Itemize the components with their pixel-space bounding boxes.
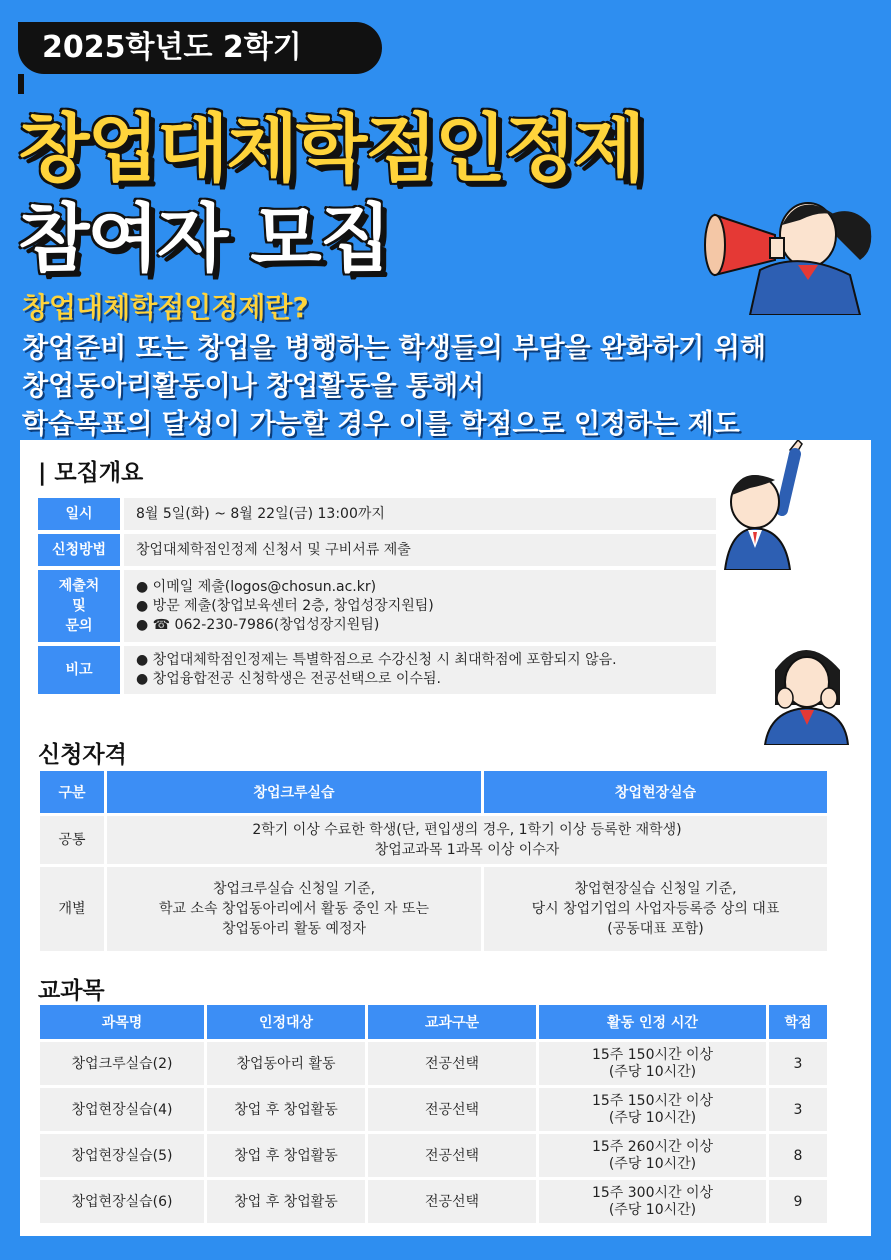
table-cell: 창업 후 창업활동 — [207, 1180, 365, 1223]
table-header: 창업크루실습 — [107, 771, 481, 813]
table-cell: 창업현장실습(5) — [40, 1134, 204, 1177]
table-cell: 창업현장실습 신청일 기준, 당시 창업기업의 사업자등록증 상의 대표 (공동대표 포함) — [484, 867, 827, 951]
table-cell: 창업크루실습 신청일 기준, 학교 소속 창업동아리에서 활동 중인 자 또는 창업동아리 활동 예정자 — [107, 867, 481, 951]
overview-row — [38, 570, 716, 642]
table-cell: 전공선택 — [368, 1134, 536, 1177]
overview-key: 비고 — [38, 646, 120, 694]
table-header: 구분 — [40, 771, 104, 813]
table-cell: 창업크루실습(2) — [40, 1042, 204, 1085]
table-cell: 창업현장실습(4) — [40, 1088, 204, 1131]
table-row — [40, 1180, 827, 1223]
table-row — [40, 1042, 827, 1085]
table-cell: 창업 후 창업활동 — [207, 1134, 365, 1177]
table-row — [40, 867, 827, 951]
intro-heading: 창업대체학점인정제란? — [22, 291, 309, 324]
overview-value-line: 8월 5일(화) ~ 8월 22일(금) 13:00까지 — [136, 505, 385, 522]
table-row — [40, 816, 827, 864]
overview-value-line: ● 창업융합전공 신청학생은 전공선택으로 이수됨. — [136, 671, 441, 687]
overview-value-line: ● 이메일 제출(logos@chosun.ac.kr) — [136, 578, 377, 595]
table-cell: 15주 150시간 이상 (주당 10시간) — [539, 1088, 766, 1131]
overview-value-line: ● 방문 제출(창업보육센터 2층, 창업성장지원팀) — [136, 597, 434, 614]
table-cell: 15주 300시간 이상 (주당 10시간) — [539, 1180, 766, 1223]
overview-value-line: 창업대체학점인정제 신청서 및 구비서류 제출 — [136, 541, 411, 558]
overview-row — [38, 646, 716, 694]
table-cell: 9 — [769, 1180, 827, 1223]
main-subtitle: 참여자 모집 — [18, 196, 390, 282]
overview-value — [124, 534, 716, 566]
overview-key: 신청방법 — [38, 534, 120, 566]
table-cell: 3 — [769, 1042, 827, 1085]
table-cell: 15주 150시간 이상 (주당 10시간) — [539, 1042, 766, 1085]
table-cell: 창업현장실습(6) — [40, 1180, 204, 1223]
table-header: 과목명 — [40, 1005, 204, 1039]
courses-title: 교과목 — [38, 978, 105, 1004]
overview-value-line: ● 창업대체학점인정제는 특별학점으로 수강신청 시 최대학점에 포함되지 않음. — [136, 652, 617, 668]
table-header-row — [40, 771, 827, 813]
overview-key: 제출처 및 문의 — [38, 570, 120, 642]
table-row — [40, 1088, 827, 1131]
overview-title: | 모집개요 — [38, 460, 144, 486]
table-header: 교과구분 — [368, 1005, 536, 1039]
table-cell: 전공선택 — [368, 1088, 536, 1131]
table-header: 활동 인정 시간 — [539, 1005, 766, 1039]
overview-value-line: ● ☎ 062-230-7986(창업성장지원팀) — [136, 616, 380, 633]
table-header: 창업현장실습 — [484, 771, 827, 813]
year-label: 2025학년도 2학기 — [18, 22, 382, 74]
main-title: 창업대체학점인정제 — [18, 106, 644, 192]
overview-value — [124, 498, 716, 530]
intro-line: 창업동아리활동이나 창업활동을 통해서 — [22, 371, 485, 402]
table-cell: 창업동아리 활동 — [207, 1042, 365, 1085]
intro-line: 학습목표의 달성이 가능할 경우 이를 학점으로 인정하는 제도 — [22, 409, 740, 440]
table-cell: 15주 260시간 이상 (주당 10시간) — [539, 1134, 766, 1177]
table-header: 인정대상 — [207, 1005, 365, 1039]
table-cell: 2학기 이상 수료한 학생(단, 편입생의 경우, 1학기 이상 등록한 재학생) 창업교과목 1과목 이상 이수자 — [107, 816, 827, 864]
intro-line: 창업준비 또는 창업을 병행하는 학생들의 부담을 완화하기 위해 — [22, 333, 766, 364]
pointing-boy-illustration — [720, 440, 810, 570]
overview-value — [124, 646, 716, 694]
table-cell: 전공선택 — [368, 1180, 536, 1223]
table-cell: 창업 후 창업활동 — [207, 1088, 365, 1131]
content-panel — [20, 440, 871, 1236]
table-header: 학점 — [769, 1005, 827, 1039]
overview-key: 일시 — [38, 498, 120, 530]
thinking-girl-illustration — [760, 630, 850, 745]
table-cell: 3 — [769, 1088, 827, 1131]
table-cell: 전공선택 — [368, 1042, 536, 1085]
megaphone-girl-illustration — [700, 180, 880, 315]
eligibility-title: 신청자격 — [38, 742, 127, 768]
overview-row — [38, 498, 716, 530]
table-cell: 공통 — [40, 816, 104, 864]
table-row — [40, 1134, 827, 1177]
table-cell: 개별 — [40, 867, 104, 951]
eligibility-table — [37, 768, 830, 954]
overview-value — [124, 570, 716, 642]
table-cell: 8 — [769, 1134, 827, 1177]
overview-row — [38, 534, 716, 566]
table-header-row — [40, 1005, 827, 1039]
courses-table — [37, 1002, 830, 1226]
